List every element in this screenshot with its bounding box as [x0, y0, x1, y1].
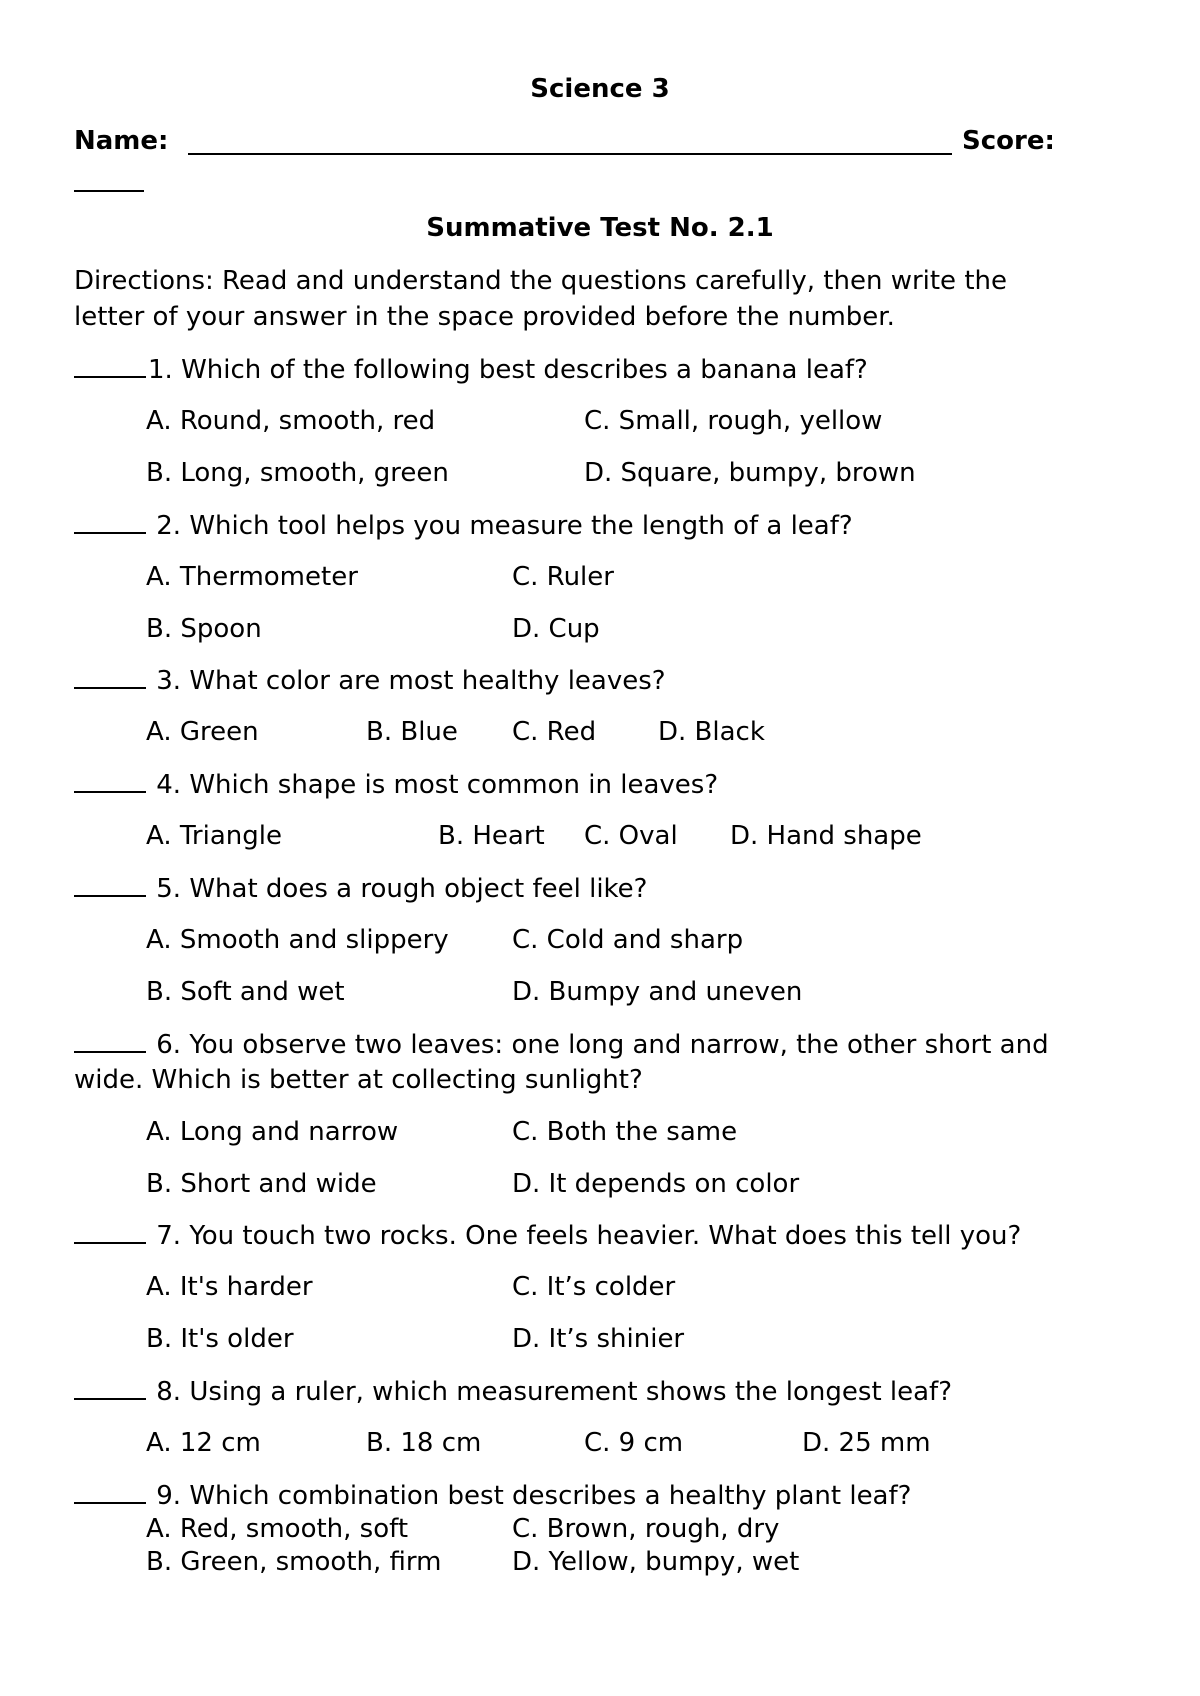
q4-option-a: A. Triangle [146, 821, 282, 851]
q9-option-d: D. Yellow, bumpy, wet [512, 1547, 800, 1577]
q3-option-c: C. Red [512, 717, 597, 747]
q3-option-d: D. Black [658, 717, 765, 747]
q1-option-c: C. Small, rough, yellow [584, 406, 883, 436]
q1-option-b: B. Long, smooth, green [146, 458, 449, 488]
directions-line-1: Directions: Read and understand the questions carefully, then write the [74, 266, 1007, 296]
q7-option-c: C. It’s colder [512, 1272, 676, 1302]
answer-blank-1[interactable] [74, 356, 146, 378]
q2-option-d: D. Cup [512, 614, 600, 644]
question-6: 6. You observe two leaves: one long and narrow, the other short and [74, 1031, 1049, 1058]
answer-blank-9[interactable] [74, 1482, 146, 1504]
question-2: 2. Which tool helps you measure the length of a leaf? [74, 512, 853, 539]
q6-option-a: A. Long and narrow [146, 1117, 399, 1147]
q7-option-a: A. It's harder [146, 1272, 313, 1302]
answer-blank-7[interactable] [74, 1222, 146, 1244]
q5-option-a: A. Smooth and slippery [146, 925, 449, 955]
q5-option-c: C. Cold and sharp [512, 925, 744, 955]
subject-title: Science 3 [530, 74, 670, 104]
q1-option-d: D. Square, bumpy, brown [584, 458, 916, 488]
answer-blank-6[interactable] [74, 1031, 146, 1053]
answer-blank-2[interactable] [74, 512, 146, 534]
question-6-line-2: wide. Which is better at collecting sunlight? [74, 1065, 643, 1095]
answer-blank-4[interactable] [74, 771, 146, 793]
q8-option-a: A. 12 cm [146, 1428, 261, 1458]
q5-option-b: B. Soft and wet [146, 977, 345, 1007]
q8-option-b: B. 18 cm [366, 1428, 482, 1458]
name-blank[interactable] [188, 153, 952, 155]
q6-option-c: C. Both the same [512, 1117, 738, 1147]
question-1: 1. Which of the following best describes a banana leaf? [74, 356, 868, 383]
directions-line-2: letter of your answer in the space provided before the number. [74, 302, 895, 332]
q8-option-c: C. 9 cm [584, 1428, 684, 1458]
answer-blank-5[interactable] [74, 875, 146, 897]
q4-option-d: D. Hand shape [730, 821, 922, 851]
test-title: Summative Test No. 2.1 [426, 213, 774, 243]
score-label: Score: [962, 126, 1055, 156]
score-blank[interactable] [74, 190, 144, 192]
q3-option-b: B. Blue [366, 717, 458, 747]
q3-option-a: A. Green [146, 717, 259, 747]
question-3: 3. What color are most healthy leaves? [74, 667, 666, 694]
q4-option-c: C. Oval [584, 821, 678, 851]
q1-option-a: A. Round, smooth, red [146, 406, 436, 436]
q7-option-b: B. It's older [146, 1324, 294, 1354]
name-label: Name: [74, 126, 169, 156]
question-5: 5. What does a rough object feel like? [74, 875, 647, 902]
q2-option-a: A. Thermometer [146, 562, 358, 592]
question-4: 4. Which shape is most common in leaves? [74, 771, 718, 798]
q8-option-d: D. 25 mm [802, 1428, 931, 1458]
q9-option-a: A. Red, smooth, soft [146, 1514, 409, 1544]
answer-blank-8[interactable] [74, 1378, 146, 1400]
q4-option-b: B. Heart [438, 821, 545, 851]
q5-option-d: D. Bumpy and uneven [512, 977, 803, 1007]
question-7: 7. You touch two rocks. One feels heavier. What does this tell you? [74, 1222, 1021, 1249]
question-8: 8. Using a ruler, which measurement shows the longest leaf? [74, 1378, 952, 1405]
q7-option-d: D. It’s shinier [512, 1324, 685, 1354]
q6-option-b: B. Short and wide [146, 1169, 377, 1199]
q9-option-c: C. Brown, rough, dry [512, 1514, 780, 1544]
question-9: 9. Which combination best describes a healthy plant leaf? [74, 1482, 911, 1509]
q9-option-b: B. Green, smooth, firm [146, 1547, 442, 1577]
q2-option-b: B. Spoon [146, 614, 262, 644]
q6-option-d: D. It depends on color [512, 1169, 800, 1199]
q2-option-c: C. Ruler [512, 562, 614, 592]
answer-blank-3[interactable] [74, 667, 146, 689]
